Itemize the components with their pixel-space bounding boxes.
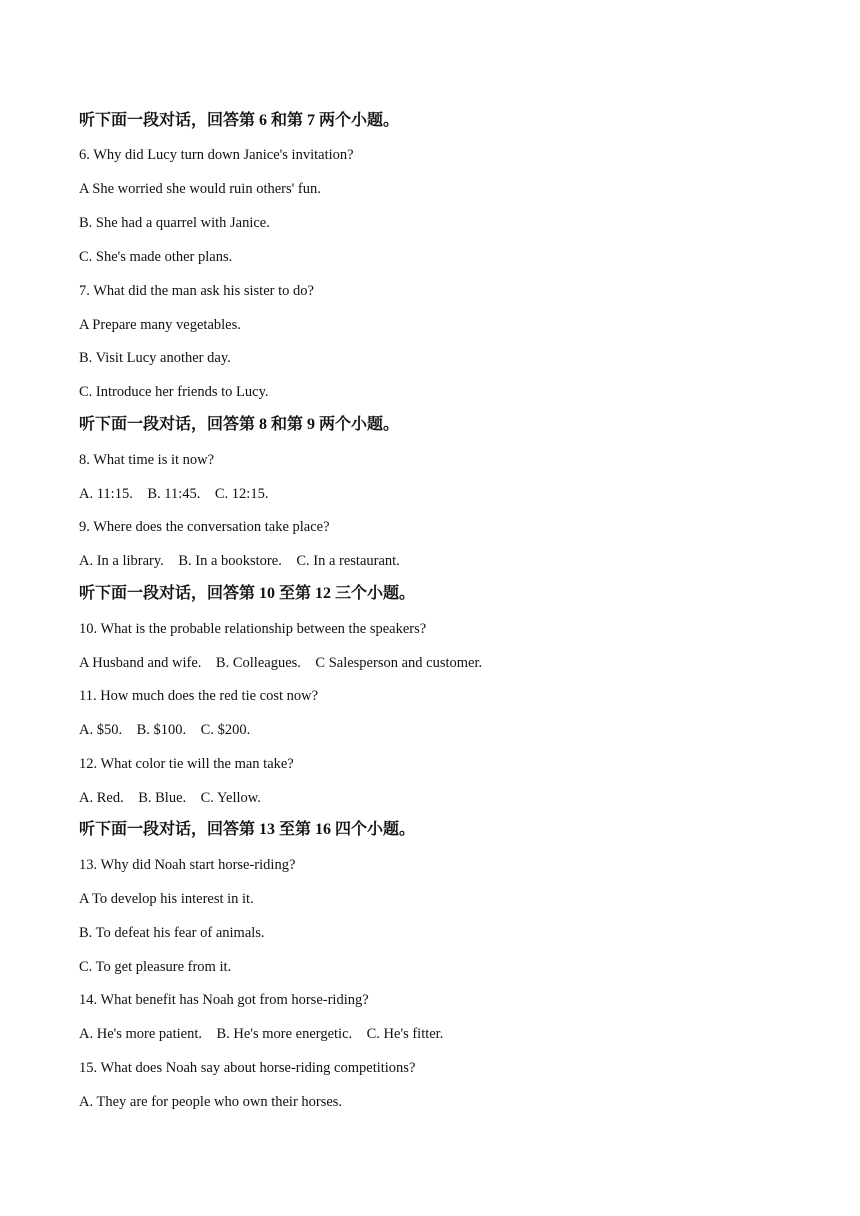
question-13: 13. Why did Noah start horse-riding?	[79, 857, 296, 873]
section-heading: 听下面一段对话，回答第 10 至第 12 三个小题。	[79, 585, 416, 602]
option-13a: A To develop his interest in it.	[79, 891, 254, 907]
option-13c: C. To get pleasure from it.	[79, 959, 232, 975]
question-10: 10. What is the probable relationship between the speakers?	[79, 621, 427, 637]
option-15a: A. They are for people who own their horses.	[79, 1094, 343, 1110]
options-11: A. $50. B. $100. C. $200.	[79, 722, 251, 738]
options-9: A. In a library. B. In a bookstore. C. In a restaurant.	[79, 553, 400, 569]
question-6: 6. Why did Lucy turn down Janice's invitation?	[79, 147, 354, 163]
option-7a: A Prepare many vegetables.	[79, 317, 241, 333]
options-12: A. Red. B. Blue. C. Yellow.	[79, 790, 261, 806]
question-7: 7. What did the man ask his sister to do?	[79, 283, 314, 299]
question-9: 9. Where does the conversation take place?	[79, 519, 330, 535]
section-heading: 听下面一段对话，回答第 8 和第 9 两个小题。	[79, 416, 400, 433]
option-7b: B. Visit Lucy another day.	[79, 350, 231, 366]
section-heading: 听下面一段对话，回答第 13 至第 16 四个小题。	[79, 821, 416, 838]
options-10: A Husband and wife. B. Colleagues. C Salesperson and customer.	[79, 655, 483, 671]
option-13b: B. To defeat his fear of animals.	[79, 925, 265, 941]
option-6b: B. She had a quarrel with Janice.	[79, 215, 270, 231]
section-heading: 听下面一段对话，回答第 6 和第 7 两个小题。	[79, 112, 400, 129]
question-8: 8. What time is it now?	[79, 452, 215, 468]
option-7c: C. Introduce her friends to Lucy.	[79, 384, 269, 400]
options-14: A. He's more patient. B. He's more energetic. C. He's fitter.	[79, 1026, 444, 1042]
question-12: 12. What color tie will the man take?	[79, 756, 294, 772]
options-8: A. 11:15. B. 11:45. C. 12:15.	[79, 486, 269, 502]
question-11: 11. How much does the red tie cost now?	[79, 688, 319, 704]
option-6a: A She worried she would ruin others' fun.	[79, 181, 321, 197]
option-6c: C. She's made other plans.	[79, 249, 233, 265]
question-15: 15. What does Noah say about horse-riding competitions?	[79, 1060, 416, 1076]
question-14: 14. What benefit has Noah got from horse-riding?	[79, 992, 369, 1008]
